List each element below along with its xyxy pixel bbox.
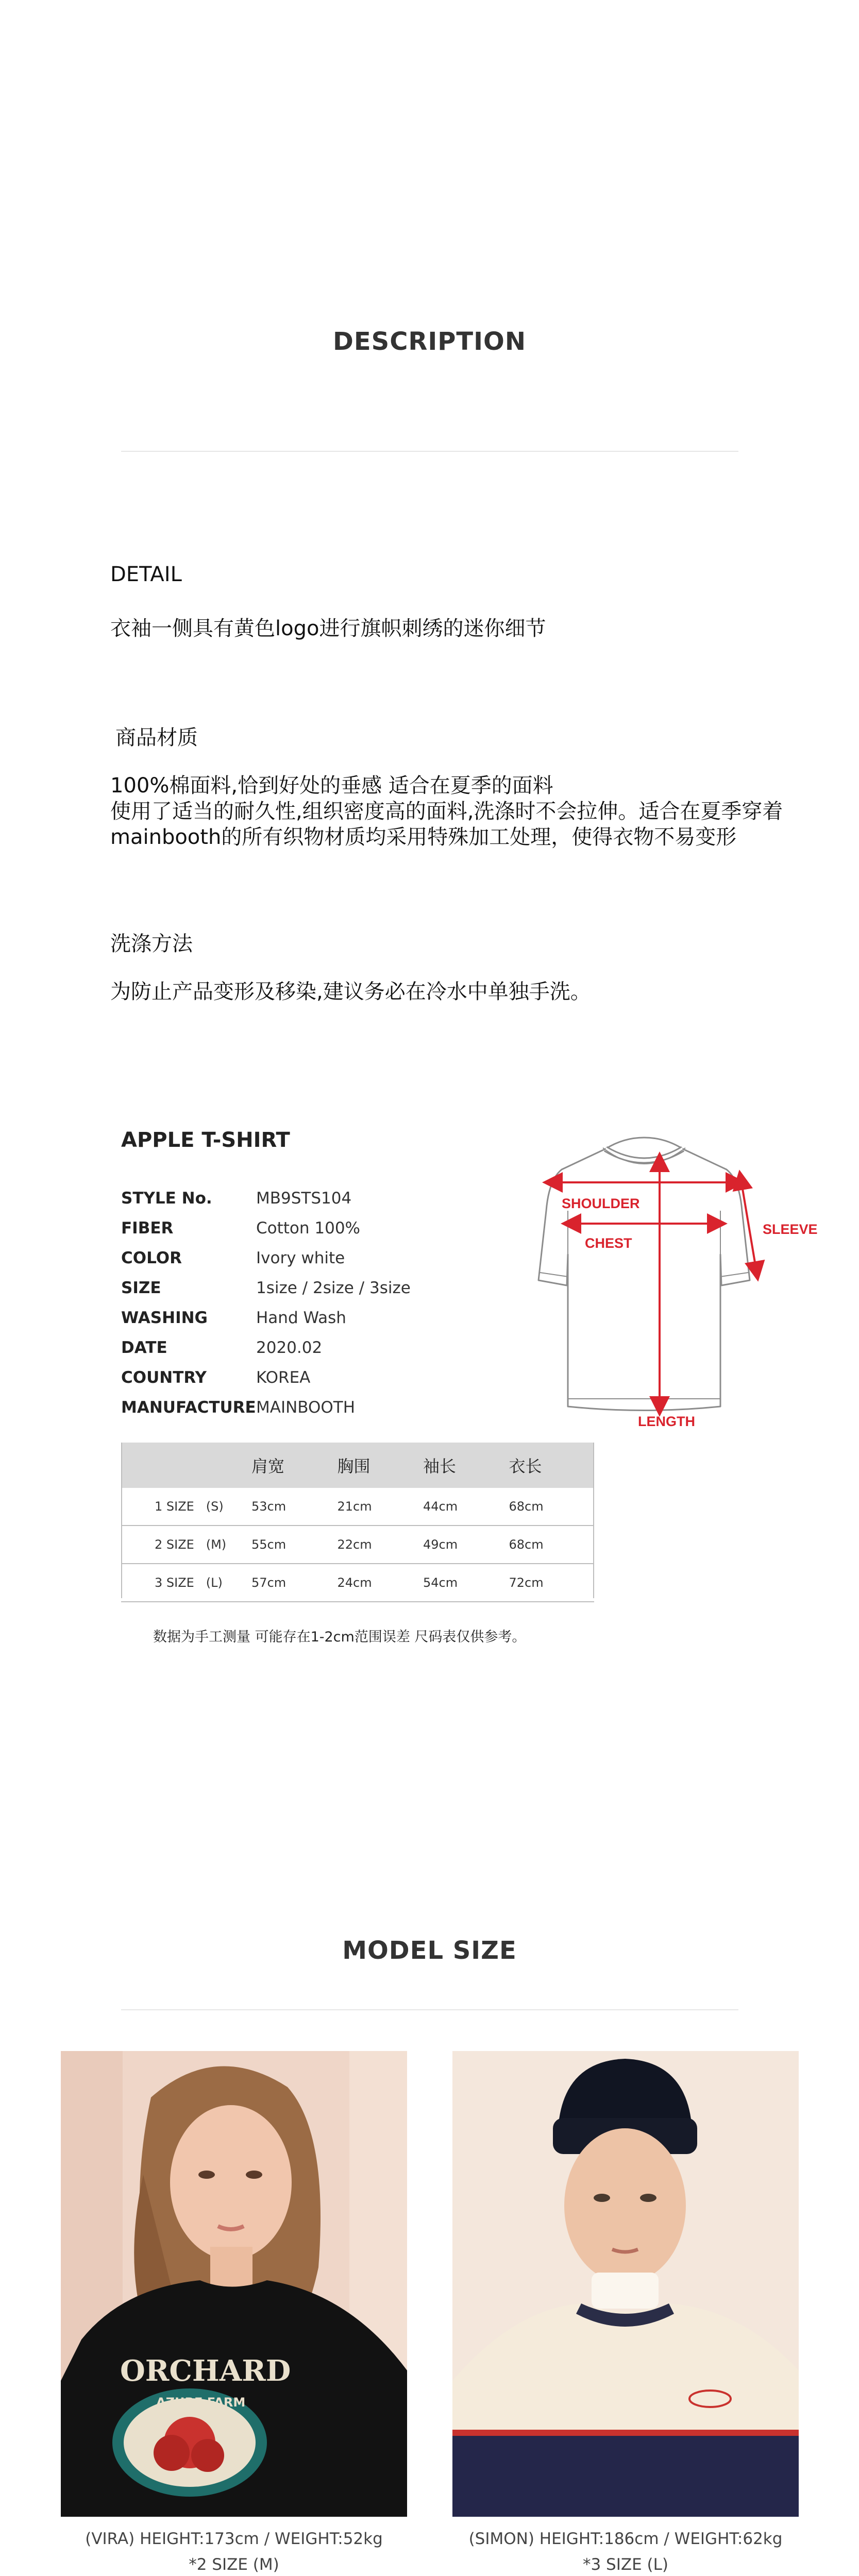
size-cell: 24cm bbox=[337, 1564, 423, 1602]
tshirt-outline bbox=[538, 1138, 750, 1411]
model-caption-simon bbox=[452, 2526, 799, 2576]
table-border-right bbox=[593, 1443, 594, 1598]
divider bbox=[121, 451, 738, 452]
size-table bbox=[121, 1443, 594, 1602]
material-heading: 商品材质 bbox=[115, 726, 198, 750]
size-cell: 68cm bbox=[509, 1488, 595, 1526]
size-cell: 68cm bbox=[509, 1526, 595, 1564]
spec-value: MB9STS104 bbox=[256, 1189, 352, 1208]
spec-key: COLOR bbox=[121, 1249, 182, 1267]
size-label: 1 SIZE (S) bbox=[121, 1488, 251, 1526]
table-border-left bbox=[121, 1443, 122, 1598]
spec-row bbox=[121, 1243, 430, 1273]
spec-value: 2020.02 bbox=[256, 1338, 323, 1357]
svg-text:AZURE FARM: AZURE FARM bbox=[156, 2395, 246, 2410]
description-title: DESCRIPTION bbox=[332, 327, 526, 356]
size-table-row bbox=[121, 1488, 594, 1526]
spec-row bbox=[121, 1333, 430, 1363]
size-table-header-cell bbox=[121, 1443, 251, 1488]
size-cell: 53cm bbox=[251, 1488, 337, 1526]
wash-heading: 洗涤方法 bbox=[110, 932, 193, 956]
spec-value: Ivory white bbox=[256, 1249, 345, 1267]
spec-value: MAINBOOTH bbox=[256, 1398, 356, 1417]
size-cell: 21cm bbox=[337, 1488, 423, 1526]
size-table-header-cell: 袖长 bbox=[423, 1443, 509, 1488]
detail-heading: DETAIL bbox=[110, 563, 182, 586]
chest-label: CHEST bbox=[585, 1235, 632, 1251]
model-size: *2 SIZE (M) bbox=[189, 2555, 279, 2574]
size-note: 数据为手工测量 可能存在1-2cm范围误差 尺码表仅供参考。 bbox=[153, 1629, 526, 1645]
size-table-row bbox=[121, 1564, 594, 1602]
size-cell: 54cm bbox=[423, 1564, 509, 1602]
detail-text: 衣袖一侧具有黄色logo进行旗帜刺绣的迷你细节 bbox=[110, 617, 546, 640]
spec-row bbox=[121, 1213, 430, 1243]
material-text: 100%棉面料,恰到好处的垂感 适合在夏季的面料 使用了适当的耐久性,组织密度高的面料,洗涤时不会拉伸。适合在夏季穿着 mainbooth的所有织物材质均采用特殊加工处理，使得衣物不易变形 bbox=[110, 774, 783, 849]
spec-row bbox=[121, 1183, 430, 1213]
divider bbox=[121, 2009, 738, 2010]
spec-value: 1size / 2size / 3size bbox=[256, 1279, 411, 1297]
model-size: *3 SIZE (L) bbox=[582, 2555, 669, 2574]
spec-key: DATE bbox=[121, 1338, 167, 1357]
spec-key: MANUFACTURE bbox=[121, 1398, 256, 1417]
svg-text:ORCHARD: ORCHARD bbox=[120, 2354, 291, 2388]
model-measurements: (SIMON) HEIGHT:186cm / WEIGHT:62kg bbox=[468, 2530, 783, 2548]
size-table-header-cell: 衣长 bbox=[509, 1443, 595, 1488]
spec-key: FIBER bbox=[121, 1219, 174, 1238]
size-cell: 22cm bbox=[337, 1526, 423, 1564]
spec-value: Hand Wash bbox=[256, 1309, 346, 1327]
size-label: 2 SIZE (M) bbox=[121, 1526, 251, 1564]
size-cell: 72cm bbox=[509, 1564, 595, 1602]
size-table-header-cell: 肩宽 bbox=[251, 1443, 337, 1488]
spec-list bbox=[121, 1183, 430, 1422]
tshirt-measurement-diagram bbox=[520, 1133, 830, 1432]
spec-row bbox=[121, 1363, 430, 1393]
model-size-title: MODEL SIZE bbox=[342, 1936, 517, 1965]
model-photo-vira bbox=[61, 2051, 407, 2517]
size-cell: 57cm bbox=[251, 1564, 337, 1602]
wash-text: 为防止产品变形及移染,建议务必在冷水中单独手洗。 bbox=[110, 980, 591, 1004]
model-measurements: (VIRA) HEIGHT:173cm / WEIGHT:52kg bbox=[85, 2530, 383, 2548]
spec-value: KOREA bbox=[256, 1368, 311, 1387]
length-label: LENGTH bbox=[638, 1414, 695, 1429]
shoulder-label: SHOULDER bbox=[562, 1196, 640, 1211]
sleeve-label: SLEEVE bbox=[763, 1222, 818, 1237]
size-label: 3 SIZE (L) bbox=[121, 1564, 251, 1602]
spec-key: SIZE bbox=[121, 1279, 161, 1297]
size-cell: 49cm bbox=[423, 1526, 509, 1564]
size-table-header-cell: 胸围 bbox=[337, 1443, 423, 1488]
spec-value: Cotton 100% bbox=[256, 1219, 361, 1238]
spec-row bbox=[121, 1303, 430, 1333]
size-cell: 44cm bbox=[423, 1488, 509, 1526]
model-photo-simon bbox=[452, 2051, 799, 2517]
product-name: APPLE T-SHIRT bbox=[121, 1128, 290, 1152]
spec-key: COUNTRY bbox=[121, 1368, 207, 1387]
spec-row bbox=[121, 1393, 430, 1422]
size-table-header bbox=[121, 1443, 594, 1488]
spec-key: WASHING bbox=[121, 1309, 208, 1327]
size-table-row bbox=[121, 1526, 594, 1564]
model-caption-vira bbox=[61, 2526, 407, 2576]
spec-row bbox=[121, 1273, 430, 1303]
spec-key: STYLE No. bbox=[121, 1189, 212, 1208]
size-cell: 55cm bbox=[251, 1526, 337, 1564]
